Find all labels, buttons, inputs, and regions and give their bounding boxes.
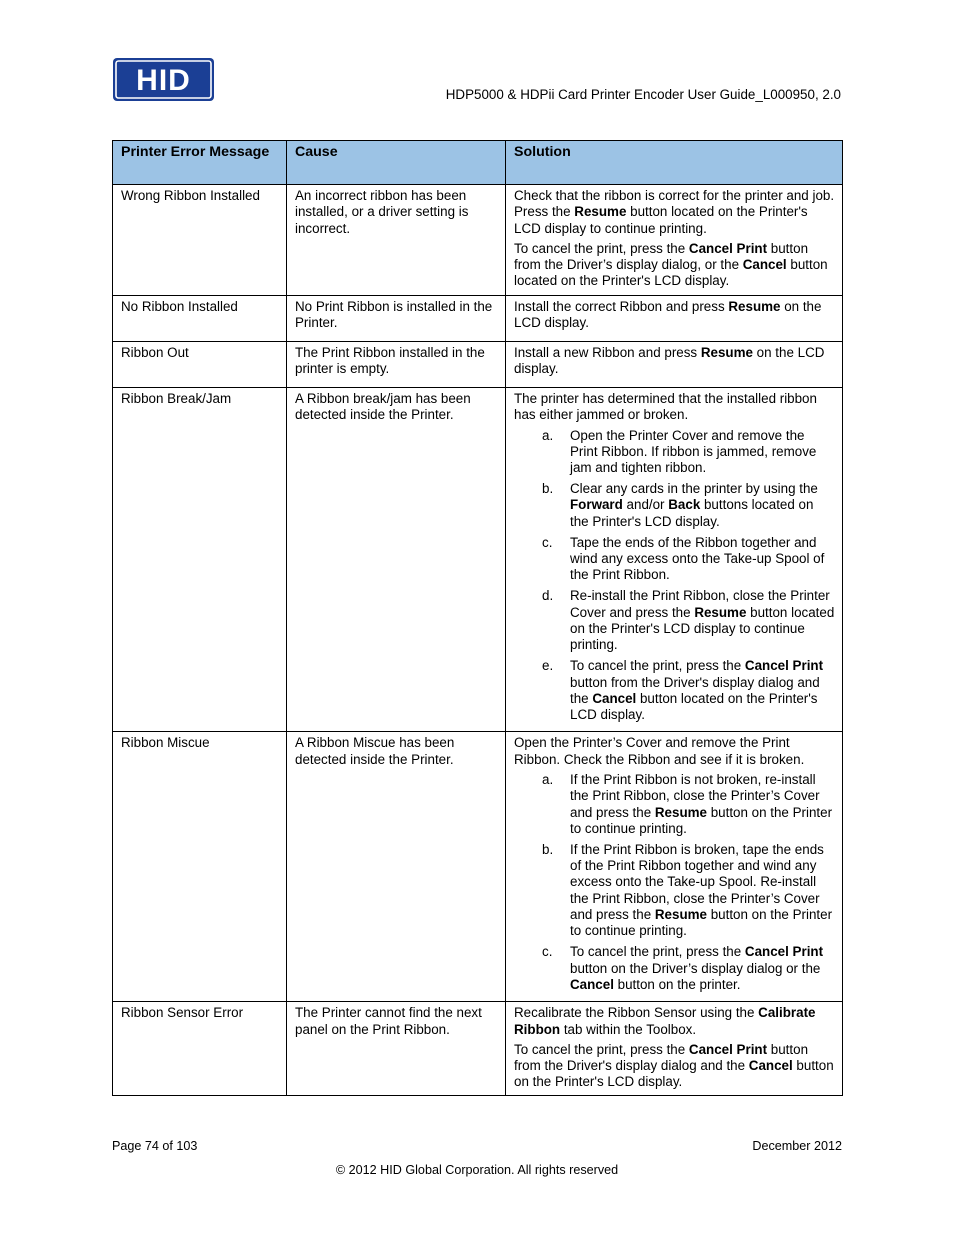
emphasized-term: Resume <box>654 907 707 923</box>
text-run: button located on the Printer's LCD display. <box>514 257 828 289</box>
list-marker: b. <box>542 841 554 857</box>
text-run: button from the Driver's display dialog and the <box>570 674 820 706</box>
emphasized-term: Resume <box>700 345 753 360</box>
emphasized-term: Cancel <box>742 257 787 273</box>
text-run: button from the Driver’s display dialog, or the <box>514 240 809 273</box>
list-item <box>514 428 835 477</box>
text-run: button located on the Printer's LCD display to continue printing. <box>514 204 808 236</box>
error-message-cell: Ribbon Break/Jam <box>113 388 287 732</box>
hid-logo <box>113 58 214 101</box>
table-header-row <box>113 141 843 185</box>
solution-paragraph <box>514 299 835 332</box>
text-run: Tape the ends of the Ribbon together and wind any excess onto the Take-up Spool of the Print Ribbon. <box>570 534 825 583</box>
emphasized-term: Cancel Print <box>744 944 824 960</box>
list-item <box>514 588 835 653</box>
copyright-notice: © 2012 HID Global Corporation. All rights reserved <box>335 1163 619 1177</box>
solution-cell <box>506 185 843 296</box>
table-row <box>113 342 843 388</box>
emphasized-term: Resume <box>694 604 747 620</box>
logo-text: HID <box>136 64 191 97</box>
column-header-message: Printer Error Message <box>113 141 287 185</box>
solution-paragraph <box>514 735 835 768</box>
text-run: button on the Printer to continue printing. <box>570 907 833 939</box>
table-row <box>113 296 843 342</box>
cause-cell: A Ribbon break/jam has been detected inside the Printer. <box>287 388 506 732</box>
list-item <box>514 481 835 530</box>
cause-cell: The Print Ribbon installed in the printer is empty. <box>287 342 506 388</box>
list-marker: d. <box>542 588 554 604</box>
text-run: button on the Printer's LCD display. <box>514 1058 834 1090</box>
text-run: Open the Printer Cover and remove the Print Ribbon. If ribbon is jammed, remove jam and tighten ribbon. <box>570 427 817 476</box>
text-run: To cancel the print, press the <box>514 1041 689 1057</box>
text-run: To cancel the print, press the <box>570 658 745 674</box>
text-run: Install a new Ribbon and press <box>514 345 701 360</box>
list-marker: b. <box>542 481 554 497</box>
emphasized-term: Resume <box>728 299 781 314</box>
emphasized-term: Forward <box>570 497 623 513</box>
text-run: The printer has determined that the installed ribbon has either jammed or broken. <box>514 391 817 423</box>
text-run: Recalibrate the Ribbon Sensor using the <box>514 1005 759 1021</box>
list-marker: c. <box>542 534 553 550</box>
list-item <box>514 842 835 940</box>
cause-cell: No Print Ribbon is installed in the Printer. <box>287 296 506 342</box>
solution-cell <box>506 388 843 732</box>
table-row <box>113 185 843 296</box>
table-row <box>113 1002 843 1096</box>
text-run: Open the Printer’s Cover and remove the Print Ribbon. Check the Ribbon and see if it is broken. <box>514 735 805 767</box>
text-run: buttons located on the Printer's LCD display. <box>570 497 814 529</box>
solution-cell <box>506 342 843 388</box>
text-run: on the LCD display. <box>514 345 825 377</box>
text-run: To cancel the print, press the <box>570 944 745 960</box>
solution-paragraph <box>514 1042 835 1091</box>
error-message-cell: Ribbon Out <box>113 342 287 388</box>
text-run: Re-install the Print Ribbon, close the Printer Cover and press the <box>570 588 830 620</box>
emphasized-term: Back <box>668 497 701 513</box>
text-run: button on the Printer to continue printing. <box>570 804 833 836</box>
column-header-solution: Solution <box>506 141 843 185</box>
text-run: and/or <box>622 497 669 513</box>
list-item <box>514 658 835 723</box>
cause-cell: A Ribbon Miscue has been detected inside the Printer. <box>287 732 506 1002</box>
list-item <box>514 944 835 993</box>
solution-paragraph <box>514 391 835 424</box>
text-run: button located on the Printer's LCD display. <box>570 690 818 723</box>
table-row <box>113 732 843 1002</box>
text-run: tab within the Toolbox. <box>560 1021 697 1037</box>
emphasized-term: Cancel Print <box>688 240 768 256</box>
text-run: Clear any cards in the printer by using the <box>570 481 818 497</box>
text-run: button located on the Printer's LCD display to continue printing. <box>570 604 835 653</box>
error-message-cell: Ribbon Sensor Error <box>113 1002 287 1096</box>
text-run: Check that the ribbon is correct for the printer and job. Press the <box>514 188 835 220</box>
error-message-cell: Wrong Ribbon Installed <box>113 185 287 296</box>
text-run: button on the Driver’s display dialog or the <box>570 960 821 976</box>
text-run: button on the printer. <box>613 976 741 992</box>
solution-cell <box>506 732 843 1002</box>
error-message-cell: Ribbon Miscue <box>113 732 287 1002</box>
emphasized-term: Resume <box>574 204 627 220</box>
solution-paragraph <box>514 241 835 290</box>
emphasized-term: Resume <box>654 804 707 820</box>
page-number: Page 74 of 103 <box>112 1139 198 1153</box>
solution-paragraph <box>514 1005 835 1038</box>
list-item <box>514 535 835 584</box>
error-message-cell: No Ribbon Installed <box>113 296 287 342</box>
emphasized-term: Cancel <box>592 690 637 706</box>
text-run: To cancel the print, press the <box>514 240 689 256</box>
solution-steps <box>514 428 835 724</box>
emphasized-term: Cancel Print <box>744 658 824 674</box>
table-row <box>113 388 843 732</box>
solution-steps <box>514 772 835 993</box>
list-item <box>514 772 835 837</box>
list-marker: e. <box>542 658 554 674</box>
error-table <box>112 140 843 1096</box>
document-title: HDP5000 & HDPii Card Printer Encoder User Guide_L000950, 2.0 <box>445 87 841 102</box>
text-run: on the LCD display. <box>514 299 822 331</box>
cause-cell: An incorrect ribbon has been installed, or a driver setting is incorrect. <box>287 185 506 296</box>
text-run: button from the Driver's display dialog and the <box>514 1041 809 1074</box>
emphasized-term: Cancel <box>570 976 614 992</box>
cause-cell: The Printer cannot find the next panel on the Print Ribbon. <box>287 1002 506 1096</box>
solution-paragraph <box>514 345 835 378</box>
list-marker: a. <box>542 427 554 443</box>
list-marker: a. <box>542 771 554 787</box>
solution-cell <box>506 296 843 342</box>
column-header-cause: Cause <box>287 141 506 185</box>
emphasized-term: Calibrate Ribbon <box>514 1005 816 1037</box>
text-run: If the Print Ribbon is broken, tape the ends of the Print Ribbon together and wind any excess onto the Take-up Spool. Re-install the Print Ribbon, close the Printer’s Cover and press the <box>570 841 824 923</box>
text-run: Install the correct Ribbon and press <box>514 299 729 314</box>
emphasized-term: Cancel Print <box>688 1041 768 1057</box>
text-run: If the Print Ribbon is not broken, re-install the Print Ribbon, close the Printer’s Cover and press the <box>570 771 820 820</box>
emphasized-term: Cancel <box>748 1058 793 1074</box>
solution-cell <box>506 1002 843 1096</box>
solution-paragraph <box>514 188 835 237</box>
list-marker: c. <box>542 944 553 960</box>
publication-date: December 2012 <box>752 1139 842 1153</box>
